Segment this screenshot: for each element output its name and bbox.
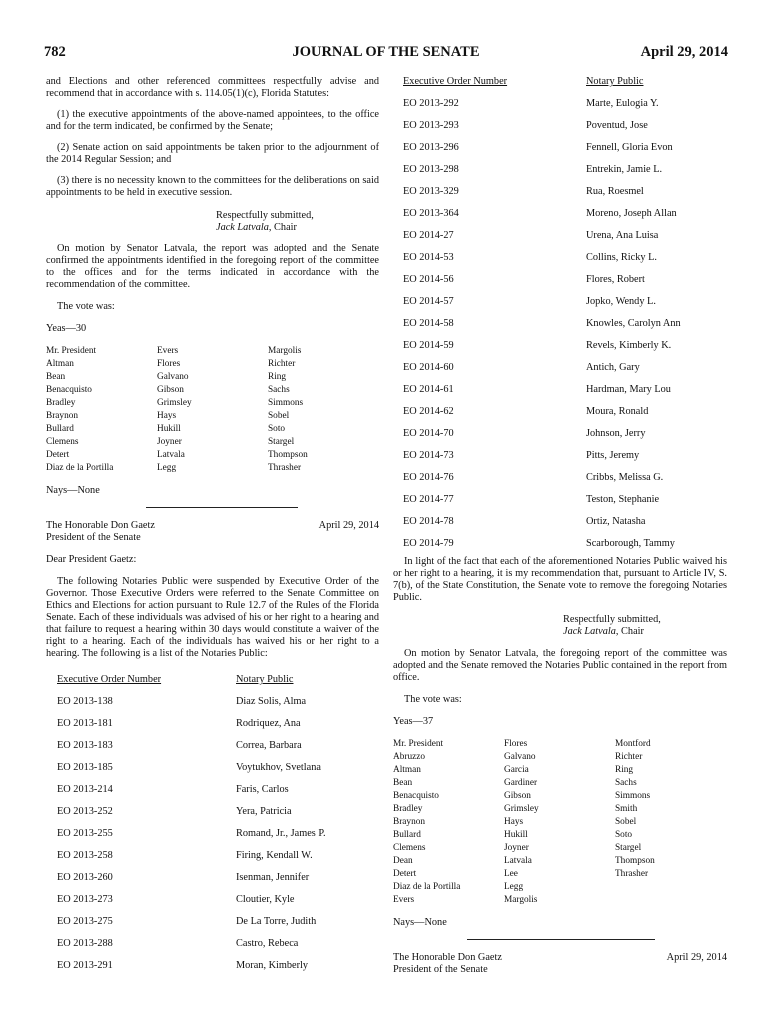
senator-name: Latvala [157,450,185,460]
table-row [393,252,727,274]
notary-name: Revels, Kimberly K. [586,340,672,351]
senator-name: Gardiner [504,778,538,788]
senator-name: Thrasher [615,869,649,879]
notary-name: Voytukhov, Svetlana [236,762,321,773]
table-row [46,696,379,718]
executive-order-number: EO 2014-70 [403,428,454,439]
table-row [393,494,727,516]
notary-name: Flores, Robert [586,274,645,285]
table-row [393,516,727,538]
left-column [46,76,379,982]
table-row [393,318,727,340]
senator-name: Soto [268,424,286,434]
senator-name: Bullard [393,830,421,840]
notary-name: Scarborough, Tammy [586,538,675,549]
senator-name: Ring [268,372,287,382]
notary-table [46,674,379,982]
senator-name [615,881,726,894]
senator-name: Clemens [393,843,426,853]
letter-body: The following Notaries Public were suspended by Executive Order of the Governor. Those Executive Orders were referred to the Senate Committee on Ethics and Elections for action pursuant to Rule 12.7 of the Rules of the Florida Senate. Each of these individuals was advised of his or her right to a hearing and that failure to request a hearing within 30 days would constitute a waiver of the right to a hearing. Each of the individuals has waived his or her right to a hearing. The following is a list of the Notaries Public: [46,576,379,659]
signature-name-line [563,626,727,638]
page-header [44,44,728,62]
notary-name: Teston, Stephanie [586,494,660,505]
senator-name: Sobel [615,817,637,827]
senator-name: Simmons [268,398,304,408]
table-row [46,938,379,960]
table-row [393,384,727,406]
notary-name: Urena, Ana Luisa [586,230,659,241]
executive-order-number: EO 2013-181 [57,718,113,729]
senator-name: Lee [504,869,518,879]
senator-name: Hays [157,411,177,421]
table-row [393,186,727,208]
notary-name: Moran, Kimberly [236,960,309,971]
senator-name: Braynon [393,817,426,827]
table-header [393,76,727,98]
header-date: April 29, 2014 [640,44,728,60]
senator-name: Thompson [615,856,655,866]
notary-name: Rua, Roesmel [586,186,644,197]
yeas-count: Yeas—37 [393,716,434,727]
senator-name: Stargel [615,843,642,853]
notary-name: De La Torre, Judith [236,916,317,927]
senator-name: Altman [393,765,421,775]
notary-name: Jopko, Wendy L. [586,296,656,307]
table-row [393,296,727,318]
senator-name: Joyner [157,437,182,447]
senator-name: Mr. President [393,739,444,749]
executive-order-number: EO 2014-57 [403,296,454,307]
table-row [393,142,727,164]
senator-name: Bradley [46,398,76,408]
signature-line: Respectfully submitted, [563,614,661,625]
vote-was: The vote was: [57,301,115,312]
senator-name: Bean [393,778,413,788]
senator-name: Benacquisto [46,385,92,395]
addressee-title: President of the Senate [393,964,488,975]
signature-block [216,210,379,234]
table-row [46,872,379,894]
notary-name: Moura, Ronald [586,406,649,417]
executive-order-number: EO 2014-79 [403,538,454,549]
table-row [46,806,379,828]
senator-name: Thompson [268,450,308,460]
executive-order-number: EO 2013-293 [403,120,459,131]
senator-name: Gibson [504,791,531,801]
col-header-notary: Notary Public [586,76,644,87]
table-row [46,762,379,784]
senator-name: Hukill [157,424,181,434]
senator-name: Stargel [268,437,295,447]
senator-name: Soto [615,830,633,840]
signature-title: , Chair [268,222,297,233]
recommendation-1: (1) the executive appointments of the above-named appointees, to the office and for the term indicated, be confirmed by the Senate; [46,109,379,132]
senator-name: Richter [615,752,643,762]
signature-name-line [216,222,379,234]
executive-order-number: EO 2014-56 [403,274,454,285]
executive-order-number: EO 2013-298 [403,164,459,175]
senator-name: Simmons [615,791,651,801]
executive-order-number: EO 2013-255 [57,828,113,839]
right-column [393,76,727,976]
notary-name: Cloutier, Kyle [236,894,295,905]
vote-was: The vote was: [404,694,462,705]
senator-name: Hukill [504,830,528,840]
executive-order-number: EO 2014-58 [403,318,454,329]
notary-name: Johnson, Jerry [586,428,646,439]
notary-name: Antich, Gary [586,362,640,373]
executive-order-number: EO 2013-258 [57,850,113,861]
addressee: The Honorable Don Gaetz [46,520,155,531]
senator-name: Benacquisto [393,791,439,801]
executive-order-number: EO 2013-214 [57,784,113,795]
senator-name: Galvano [504,752,536,762]
executive-order-number: EO 2013-275 [57,916,113,927]
notary-name: Faris, Carlos [236,784,289,795]
yea-names-list [46,345,379,475]
senator-name: Clemens [46,437,79,447]
recommendation-2: (2) Senate action on said appointments be taken prior to the adjournment of the 2014 Regular Session; and [46,142,379,165]
senator-name: Joyner [504,843,529,853]
executive-order-number: EO 2014-53 [403,252,454,263]
letter-address [393,952,727,976]
notary-name: Fennell, Gloria Evon [586,142,673,153]
divider [393,939,727,940]
executive-order-number: EO 2013-183 [57,740,113,751]
executive-order-number: EO 2013-292 [403,98,459,109]
table-row [46,740,379,762]
senator-name: Richter [268,359,296,369]
senator-name: Detert [46,450,70,460]
notary-name: Castro, Rebeca [236,938,299,949]
notary-name: Knowles, Carolyn Ann [586,318,681,329]
executive-order-number: EO 2014-61 [403,384,454,395]
table-header [46,674,379,696]
table-row [393,274,727,296]
executive-order-number: EO 2014-27 [403,230,454,241]
addressee: The Honorable Don Gaetz [393,952,502,963]
recommendation-paragraph: In light of the fact that each of the aforementioned Notaries Public waived his or her right to a hearing, it is my recommendation that, pursuant to Article IV, S. 7(b), of the State Constitution, the Senate vote to remove the foregoing Notaries Public. [393,556,727,603]
senator-name: Legg [157,463,177,473]
senator-name: Grimsley [504,804,539,814]
intro-paragraph: and Elections and other referenced committees respectfully advise and recommend that in accordance with s. 114.05(1)(c), Florida Statutes: [46,76,379,99]
signature-title: , Chair [615,626,644,637]
senator-name: Grimsley [157,398,192,408]
senator-name: Diaz de la Portilla [46,463,114,473]
signature-line: Respectfully submitted, [216,210,314,221]
table-row [46,828,379,850]
senator-name: Evers [393,895,415,905]
executive-order-number: EO 2013-260 [57,872,113,883]
divider [46,507,379,508]
senator-name: Bullard [46,424,74,434]
notary-name: Collins, Ricky L. [586,252,657,263]
executive-order-number: EO 2014-77 [403,494,454,505]
letter-date: April 29, 2014 [666,952,727,963]
senator-name: Latvala [504,856,532,866]
senator-name: Sachs [615,778,637,788]
executive-order-number: EO 2014-76 [403,472,454,483]
senator-name: Sachs [268,385,290,395]
nays-count: Nays—None [393,917,447,928]
executive-order-number: EO 2014-73 [403,450,454,461]
senator-name: Mr. President [46,346,97,356]
notary-name: Cribbs, Melissa G. [586,472,664,483]
table-row [393,406,727,428]
senator-name: Margolis [504,895,538,905]
senator-name: Bradley [393,804,423,814]
table-row [46,894,379,916]
senator-name: Sobel [268,411,290,421]
senator-name: Detert [393,869,417,879]
notary-name: Yera, Patricia [236,806,292,817]
table-row [46,784,379,806]
notary-name: Romand, Jr., James P. [236,828,326,839]
executive-order-number: EO 2013-273 [57,894,113,905]
executive-order-number: EO 2014-59 [403,340,454,351]
recommendation-3: (3) there is no necessity known to the committees for the deliberations on said appointments to be held in executive session. [46,175,379,198]
executive-order-number: EO 2013-329 [403,186,459,197]
yeas-count: Yeas—30 [46,323,87,334]
journal-title: JOURNAL OF THE SENATE [292,44,480,60]
senator-name: Abruzzo [393,752,426,762]
notary-name: Rodriquez, Ana [236,718,301,729]
senator-name: Smith [615,804,638,814]
notary-name: Moreno, Joseph Allan [586,208,677,219]
table-row [46,916,379,938]
nays-count: Nays—None [46,485,100,496]
letter-date: April 29, 2014 [318,520,379,531]
notary-name: Marte, Eulogia Y. [586,98,659,109]
table-row [393,164,727,186]
table-row [393,362,727,384]
letter-address [46,520,379,544]
senator-name: Hays [504,817,524,827]
senator-name: Altman [46,359,74,369]
executive-order-number: EO 2013-291 [57,960,113,971]
senator-name: Bean [46,372,66,382]
col-header-eo: Executive Order Number [57,674,162,685]
motion-paragraph: On motion by Senator Latvala, the report was adopted and the Senate confirmed the appointments identified in the foregoing report of the committee to the offices and for the terms indicated in accordance with the recommendation of the committee. [46,243,379,290]
senator-name: Legg [504,882,524,892]
table-row [393,120,727,142]
col-header-notary: Notary Public [236,674,294,685]
table-row [393,428,727,450]
senator-name [615,894,726,907]
executive-order-number: EO 2013-185 [57,762,113,773]
addressee-title: President of the Senate [46,532,141,543]
executive-order-number: EO 2014-62 [403,406,454,417]
notary-name: Hardman, Mary Lou [586,384,671,395]
notary-name: Correa, Barbara [236,740,302,751]
senator-name: Dean [393,856,413,866]
executive-order-number: EO 2014-78 [403,516,454,527]
signature-name: Jack Latvala [216,222,269,233]
motion-paragraph: On motion by Senator Latvala, the foregoing report of the committee was adopted and the Senate removed the Notaries Public contained in the report from office. [393,648,727,683]
table-row [393,230,727,252]
yea-names-list [393,738,727,907]
executive-order-number: EO 2013-252 [57,806,113,817]
executive-order-number: EO 2013-296 [403,142,459,153]
executive-order-number: EO 2014-60 [403,362,454,373]
senator-name: Montford [615,739,651,749]
notary-name: Entrekin, Jamie L. [586,164,663,175]
notary-name: Pitts, Jeremy [586,450,640,461]
executive-order-number: EO 2013-364 [403,208,459,219]
senator-name: Diaz de la Portilla [393,882,461,892]
senator-name: Flores [157,359,181,369]
signature-block [563,614,727,638]
page-number: 782 [44,44,66,60]
table-row [393,208,727,230]
table-row [46,718,379,740]
table-row [393,98,727,120]
table-row [46,850,379,872]
senator-name: Margolis [268,346,302,356]
senator-name: Braynon [46,411,79,421]
senator-name: Ring [615,765,634,775]
executive-order-number: EO 2013-138 [57,696,113,707]
notary-name: Isenman, Jennifer [236,872,310,883]
notary-name: Ortiz, Natasha [586,516,646,527]
notary-table-continued [393,76,727,560]
col-header-eo: Executive Order Number [403,76,508,87]
senator-name: Evers [157,346,179,356]
signature-name: Jack Latvala [563,626,616,637]
table-row [393,472,727,494]
senator-name: Flores [504,739,528,749]
table-row [46,960,379,982]
senator-name: Galvano [157,372,189,382]
senator-name: Thrasher [268,463,302,473]
executive-order-number: EO 2013-288 [57,938,113,949]
notary-name: Poventud, Jose [586,120,648,131]
notary-name: Firing, Kendall W. [236,850,313,861]
table-row [393,450,727,472]
notary-name: Diaz Solis, Alma [236,696,307,707]
salutation: Dear President Gaetz: [46,554,137,565]
senator-name: Gibson [157,385,184,395]
senator-name: Garcia [504,765,529,775]
table-row [393,340,727,362]
